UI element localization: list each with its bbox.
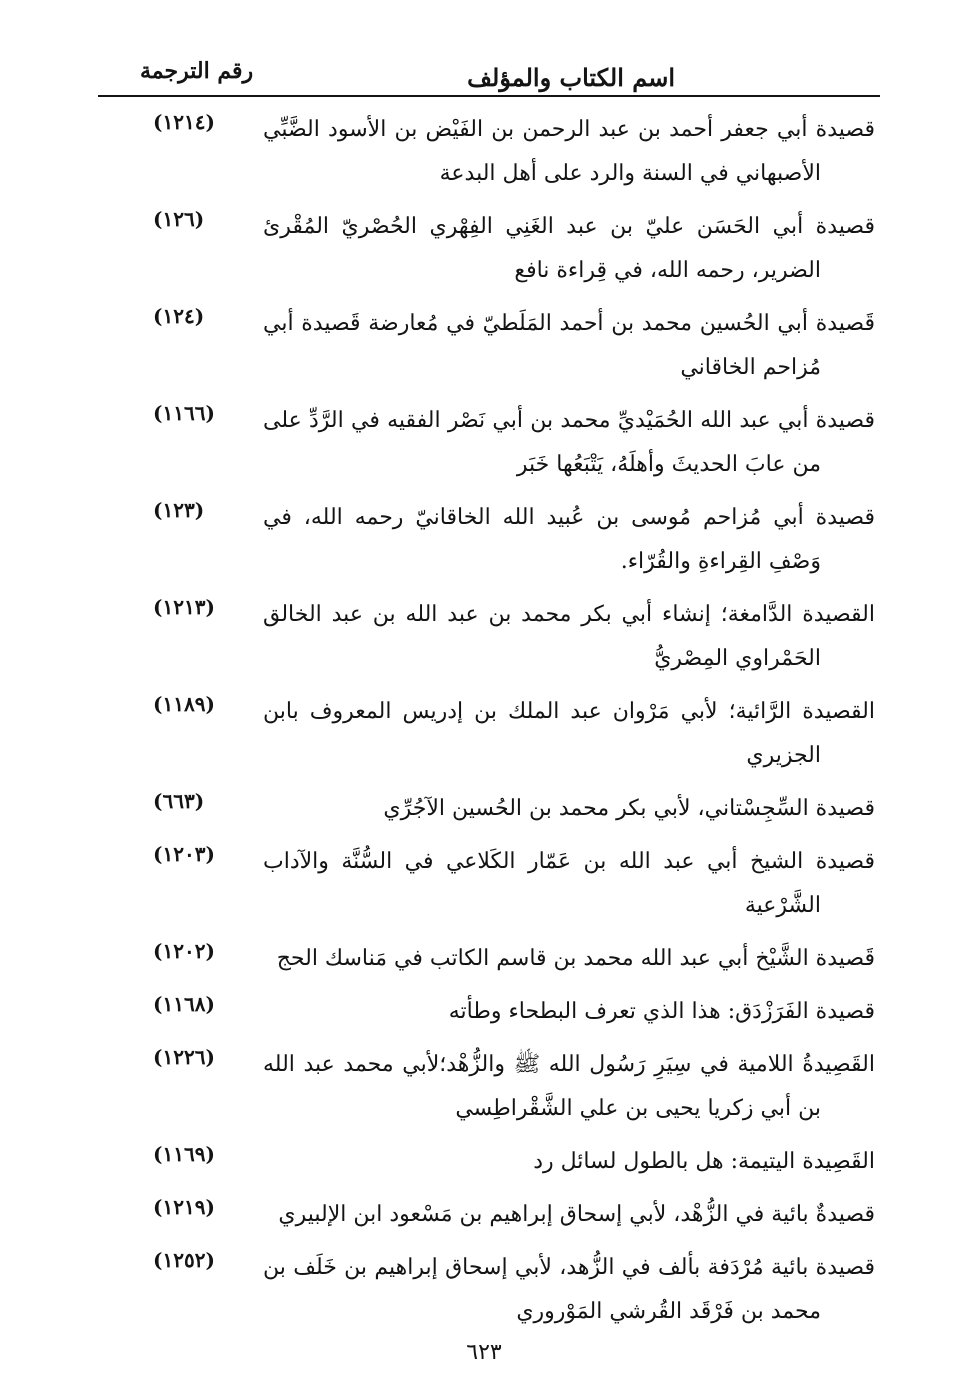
index-entry (145, 787, 875, 831)
entry-title: قصيدة أبي جعفر أحمد بن عبد الرحمن بن الفَيْض بن الأسود الضَّبِّي الأصبهاني في السنة والرد على أهل البدعة (263, 117, 875, 186)
header-divider (98, 95, 880, 97)
entry-number: (١١٨٩) (153, 692, 215, 716)
index-entries-list (145, 108, 875, 1343)
index-entry (145, 1246, 875, 1334)
page-number: ٦٢٣ (466, 1340, 502, 1365)
index-entry (145, 593, 875, 681)
index-entry (145, 205, 875, 293)
index-entry (145, 990, 875, 1034)
entry-title: قصيدة أبي مُزاحم مُوسى بن عُبيد الله الخاقانيّ رحمه الله، في وَصْفِ القِراءةِ والقُرّاء. (263, 505, 875, 574)
number-column-heading: رقم الترجمة (140, 58, 254, 84)
entry-title: قَصيدة أبي الحُسين محمد بن أحمد المَلَطيّ في مُعارضة قَصيدة أبي مُزاحم الخاقاني (263, 311, 875, 380)
table-header (98, 55, 880, 97)
entry-number: (١١٦٩) (153, 1142, 215, 1166)
book-column-heading: اسم الكتاب والمؤلف (467, 63, 675, 92)
entry-title: قصيدة أبي عبد الله الحُمَيْديِّ محمد بن أبي نَصْر الفقيه في الرَّدِّ على من عابَ الحديثَ وأهلَهُ، يَتْبَعُها خَبَر (263, 408, 875, 477)
entry-number: (١٢٠٣) (153, 842, 215, 866)
entry-number: (١٢١٣) (153, 595, 215, 619)
entry-title: قَصيدة الشَّيْخ أبي عبد الله محمد بن قاسم الكاتب في مَناسك الحج (276, 946, 875, 971)
index-entry (145, 496, 875, 584)
entry-number: (١٢٦) (153, 207, 205, 231)
entry-title: قصيدة الفَرَزْدَق: هذا الذي تعرف البطحاء وطأته (448, 999, 875, 1024)
entry-number: (١٢١٤) (153, 110, 215, 134)
entry-number: (١٢٥٢) (153, 1248, 215, 1272)
entry-number: (١٢٤) (153, 304, 205, 328)
entry-number: (٦٦٣) (153, 789, 205, 813)
entry-number: (١١٦٨) (153, 992, 215, 1016)
index-entry (145, 937, 875, 981)
entry-title: قصيدة السِّجِسْتاني، لأبي بكر محمد بن الحُسين الآجُرِّي (383, 796, 875, 821)
index-entry (145, 108, 875, 196)
index-entry (145, 690, 875, 778)
entry-title: قصيدة الشيخ أبي عبد الله بن عَمّار الكَلاعي في السُّنَّة والآداب الشَّرْعية (263, 849, 875, 918)
entry-title: قصيدة أبي الحَسَن عليّ بن عبد الغَنِي الفِهْري الحُصْريّ المُقْرئ الضرير، رحمه الله، في قِراءة نافع (263, 214, 875, 283)
entry-number: (١٢٢٦) (153, 1045, 215, 1069)
entry-title: القَصِيدةُ اللامية في سِيَرِ رَسُول الله ﷺ والزُّهْد؛لأبي محمد عبد الله بن أبي زكريا يحيى بن علي الشَّقْراطِسي (263, 1052, 875, 1121)
entry-title: قصيدة بائية مُرْدَفة بألف في الزُّهد، لأبي إسحاق إبراهيم بن خَلَف بن محمد بن فَرْقَد القُرشي المَوْروري (263, 1255, 875, 1324)
entry-title: القَصِيدة اليتيمة: هل بالطول لسائل رد (533, 1149, 875, 1174)
index-entry (145, 1043, 875, 1131)
index-entry (145, 1140, 875, 1184)
entry-title: القصيدة الدَّامغة؛ إنشاء أبي بكر محمد بن عبد الله بن عبد الخالق الحَمْراوي المِصْريُّ (263, 602, 875, 671)
entry-number: (١١٦٦) (153, 401, 215, 425)
entry-number: (١٢٠٢) (153, 939, 215, 963)
index-entry (145, 399, 875, 487)
entry-number: (١٢٣) (153, 498, 205, 522)
index-entry (145, 840, 875, 928)
index-entry (145, 302, 875, 390)
entry-number: (١٢١٩) (153, 1195, 215, 1219)
index-entry (145, 1193, 875, 1237)
entry-title: القصيدة الرَّائية؛ لأبي مَرْوان عبد الملك بن إدريس المعروف بابن الجزيري (263, 699, 875, 768)
entry-title: قصيدةٌ بائية في الزُّهْد، لأبي إسحاق إبراهيم بن مَسْعود ابن الإلبيري (278, 1202, 875, 1227)
